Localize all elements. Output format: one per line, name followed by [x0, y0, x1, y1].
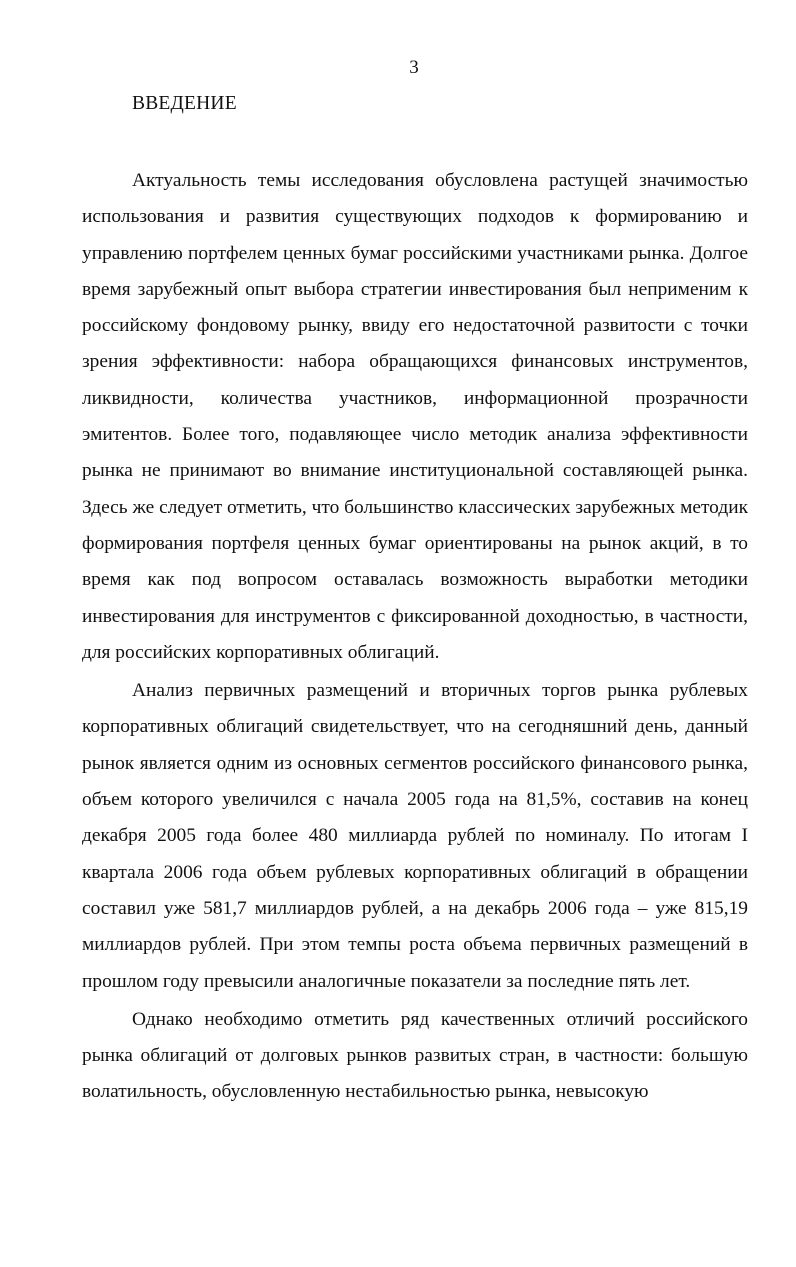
- page-number: 3: [409, 57, 419, 78]
- paragraph-differences: Однако необходимо отметить ряд качественных отличий российского рынка облигаций от долговых рынков развитых стран, в частности: большую волатильность, обусловленную нестабильностью рынка, невысокую: [82, 1008, 748, 1103]
- body-text: [82, 163, 748, 1111]
- paragraph-market-analysis: Анализ первичных размещений и вторичных торгов рынка рублевых корпоративных облигаций свидетельствует, что на сегодняшний день, данный рынок является одним из основных сегментов российского финансового рынка, объем которого увеличился с начала 2005 года на 81,5%, составив на конец декабря 2005 года более 480 миллиарда рублей по номиналу. По итогам I квартала 2006 года объем рублевых корпоративных облигаций в обращении составил уже 581,7 миллиардов рублей, а на декабрь 2006 года – уже 815,19 миллиардов рублей. При этом темпы роста объема первичных размещений в прошлом году превысили аналогичные показатели за последние пять лет.: [82, 680, 748, 992]
- paragraph-relevance: Актуальность темы исследования обусловлена растущей значимостью использования и развития существующих подходов к формированию и управлению портфелем ценных бумаг российскими участниками рынка. Долгое время зарубежный опыт выбора стратегии инвестирования был неприменим к российскому фондовому рынку, ввиду его недостаточной развитости с точки зрения эффективности: набора обращающихся финансовых инструментов, ликвидности, количества участников, информационной прозрачности эмитентов. Более того, подавляющее число методик анализа эффективности рынка не принимают во внимание институциональной составляющей рынка. Здесь же следует отметить, что большинство классических зарубежных методик формирования портфеля ценных бумаг ориентированы на рынок акций, в то время как под вопросом оставалась возможность выработки методики инвестирования для инструментов с фиксированной доходностью, в частности, для российских корпоративных облигаций.: [82, 170, 748, 663]
- section-heading: ВВЕДЕНИЕ: [132, 93, 237, 114]
